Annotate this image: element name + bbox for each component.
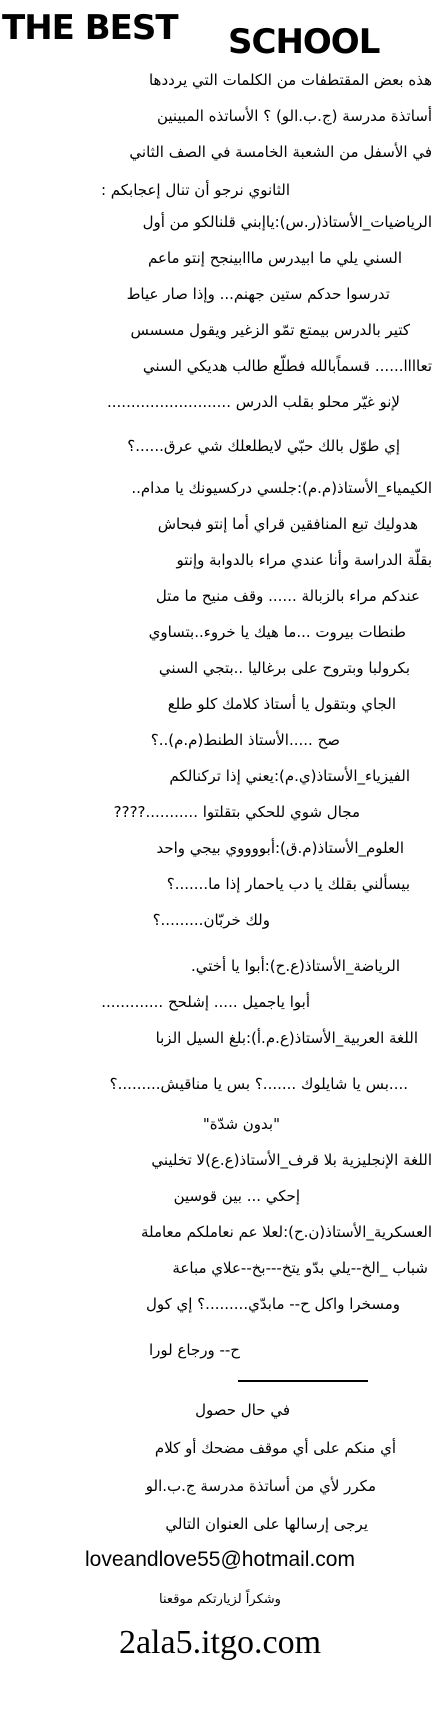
text-line: هذه بعض المقتطفات من الكلمات التي يرددها [148,71,432,89]
dashed-divider [238,1380,368,1382]
text-line: الجاي وبتقول يا أستاذ كلامك كلو طلع [167,695,396,713]
text-line: الفيزياء_الأستاذ(ي.م):يعني إذا تركنالكم [169,767,410,785]
text-line: الرياضيات_الأستاذ(ر.س):ياإبني قلنالكو من أول [142,213,432,231]
title-part-school: SCHOOL [228,22,380,62]
text-line: العلوم_الأستاذ(م.ق):أبووووي بيجي واحد [156,839,404,857]
text-line: مجال شوي للحكي بتقلتوا ...........???? [113,803,360,821]
text-line: مكرر لأي من أساتذة مدرسة ج.ب.الو [145,1477,376,1495]
text-line: بقلّة الدراسة وأنا عندي مراء بالدوابة وإنتو [176,551,432,569]
text-line: يرجى إرسالها على العنوان التالي [165,1515,368,1533]
text-line: تعاااا...... قسماًبالله فطلّع طالب هديكي السني [142,357,432,375]
text-line: ح-- ورجاع لورا [148,1341,240,1359]
text-line: تدرسوا حدكم ستين جهنم... وإذا صار عياط [126,285,390,303]
text-line: "بدون شدّة" [202,1115,280,1133]
title-part-the-best: THE BEST [2,8,178,48]
text-line: صح .....الأستاذ الطنط(م.م)..؟ [150,731,340,749]
text-line: الثانوي نرجو أن تنال إعجابكم : [100,181,290,199]
text-line: السني يلي ما ابيدرس مااابينجح إنتو ماعم [148,249,402,267]
text-line: بيسألني بقلك يا دب ياحمار إذا ما.......؟ [166,875,410,893]
text-line: ولك خربّان.........؟ [152,911,270,929]
text-line: أساتذة مدرسة (ج.ب.الو) ؟ الأساتذه المبينين [156,107,432,125]
text-line: في الأسفل من الشعبة الخامسة في الصف الثاني [129,143,432,161]
text-line: بكرولبا وبتروح على برغاليا ..بتجي السني [158,659,410,677]
thanks-note: وشكراً لزيارتكم موقعنا [159,1592,281,1607]
text-line: أي منكم على أي موقف مضحك أو كلام [154,1439,396,1457]
text-line: اللغة الإنجليزية بلا قرف_الأستاذ(ع.ع)لا تخليني [151,1151,432,1169]
text-line: هدوليك تبع المنافقين قراي أما إنتو فبحاش [157,515,418,533]
text-line: اللغة العربية_الأستاذ(ع.م.أ):بلغ السيل الزبا [155,1029,418,1047]
text-line: إي طوّل بالك حبّي لايطلعلك شي عرق......؟ [127,437,400,455]
text-line: الكيمياء_الأستاذ(م.م):جلسي دركسيونك يا مدام.. [131,479,432,497]
text-line: في حال حصول [195,1401,290,1419]
text-line: ومسخرا واكل ح-- مابدّي.........؟ إي كول [145,1295,400,1313]
text-line: ....بس يا شايلوك .......؟ بس يا مناقيش.........؟ [109,1075,408,1093]
text-line: طنطات بيروت ...ما هيك يا خروء..بتساوي [148,623,406,641]
page-title [0,2,440,64]
text-line: أبوا ياجميل ..... إشلحح ............. [101,993,310,1011]
text-line: عندكم مراء بالزبالة ...... وقف منيح ما متل [155,587,420,605]
text-line: لإنو غيّر محلو بقلب الدرس .......................... [107,393,400,411]
text-line: شباب _الخ--يلي بدّو يتخ---بخ--علاي مباعة [172,1259,428,1277]
contact-email[interactable]: loveandlove55@hotmail.com [85,1548,355,1571]
text-line: الرياضة_الأستاذ(ع.ح):أبوا يا أختي. [190,957,400,975]
text-line: إحكي ... بين قوسين [173,1187,300,1205]
text-line: كتير بالدرس بيمتع تمّو الزغير ويقول مسسس [130,321,410,339]
website-address[interactable]: 2ala5.itgo.com [118,1624,322,1661]
text-line: العسكرية_الأستاذ(ن.ح):لعلا عم نعاملكم معاملة [140,1223,432,1241]
